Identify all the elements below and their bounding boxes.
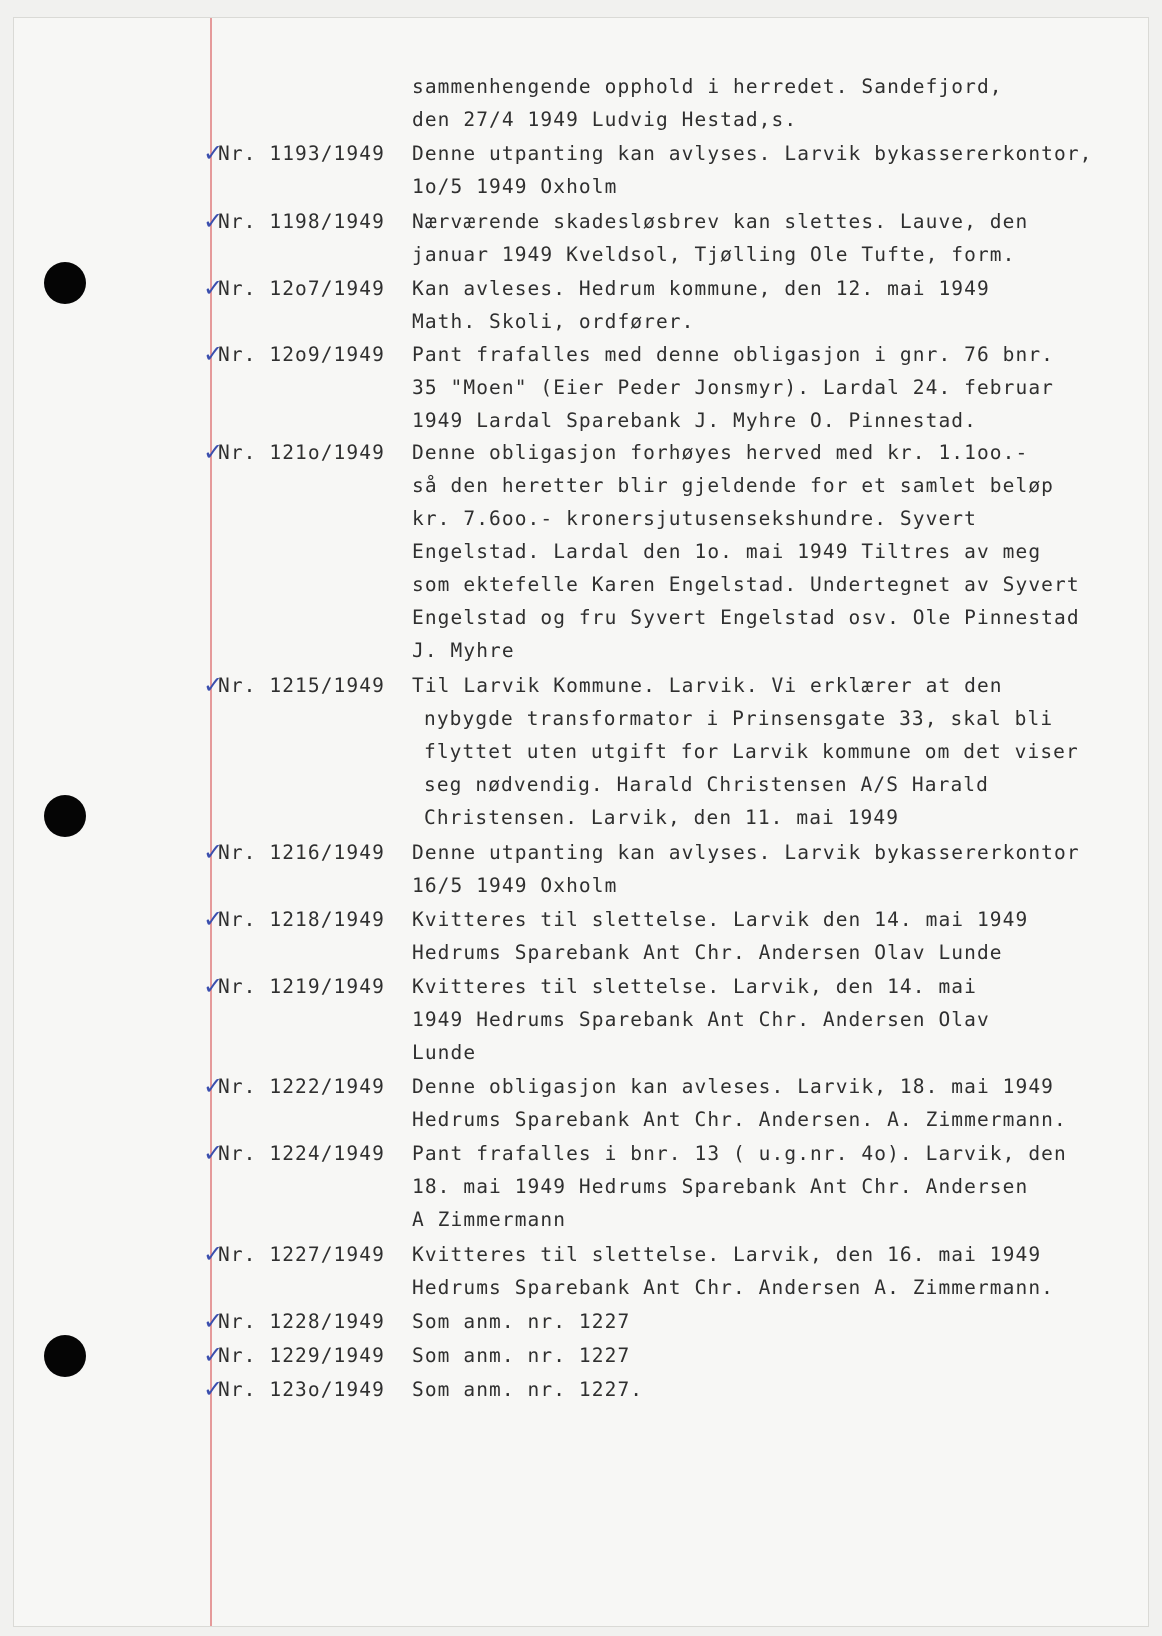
entry-line: som ektefelle Karen Engelstad. Undertegnet av Syvert (412, 573, 1080, 596)
check-mark-icon: ✓ (203, 207, 225, 235)
entry-line: Som anm. nr. 1227 (412, 1310, 631, 1333)
entry-number: Nr. 121o/1949 (218, 441, 385, 464)
entry-line: 18. mai 1949 Hedrums Sparebank Ant Chr. Andersen (412, 1175, 1029, 1198)
entry-line: kr. 7.6oo.- kronersjutusensekshundre. Syvert (412, 507, 977, 530)
entry-line: Hedrums Sparebank Ant Chr. Andersen Olav Lunde (412, 941, 1003, 964)
entry-line: Lunde (412, 1041, 477, 1064)
check-mark-icon: ✓ (203, 1307, 225, 1335)
entry-number: Nr. 1193/1949 (218, 142, 385, 165)
entry-line: Engelstad og fru Syvert Engelstad osv. Ole Pinnestad (412, 606, 1080, 629)
entry-line: 1o/5 1949 Oxholm (412, 175, 618, 198)
entry-line: Kvitteres til slettelse. Larvik, den 16. mai 1949 (412, 1243, 1042, 1266)
entry-number: Nr. 1219/1949 (218, 975, 385, 998)
entry-line: Kvitteres til slettelse. Larvik, den 14. mai (412, 975, 977, 998)
entry-line: Som anm. nr. 1227. (412, 1378, 644, 1401)
check-mark-icon: ✓ (203, 340, 225, 368)
check-mark-icon: ✓ (203, 139, 225, 167)
entry-number: Nr. 1216/1949 (218, 841, 385, 864)
entry-line: 16/5 1949 Oxholm (412, 874, 618, 897)
entry-line: J. Myhre (412, 639, 515, 662)
entry-line: seg nødvendig. Harald Christensen A/S Harald (424, 773, 989, 796)
entry-number: Nr. 1215/1949 (218, 674, 385, 697)
entry-line: Denne obligasjon kan avleses. Larvik, 18. mai 1949 (412, 1075, 1054, 1098)
entry-line: 1949 Hedrums Sparebank Ant Chr. Andersen Olav (412, 1008, 990, 1031)
entry-line: Kvitteres til slettelse. Larvik den 14. mai 1949 (412, 908, 1029, 931)
entry-line: Pant frafalles i bnr. 13 ( u.g.nr. 4o). Larvik, den (412, 1142, 1067, 1165)
entry-number: Nr. 1218/1949 (218, 908, 385, 931)
entry-line: 1949 Lardal Sparebank J. Myhre O. Pinnestad. (412, 409, 977, 432)
entry-line: Denne obligasjon forhøyes herved med kr. 1.1oo.- (412, 441, 1029, 464)
entry-line: Kan avleses. Hedrum kommune, den 12. mai 1949 (412, 277, 990, 300)
entry-line: Hedrums Sparebank Ant Chr. Andersen A. Zimmermann. (412, 1276, 1054, 1299)
intro-line: den 27/4 1949 Ludvig Hestad,s. (412, 108, 798, 131)
entry-number: Nr. 12o9/1949 (218, 343, 385, 366)
entry-line: A Zimmermann (412, 1208, 567, 1231)
entry-line: Pant frafalles med denne obligasjon i gnr. 76 bnr. (412, 343, 1054, 366)
entry-line: nybygde transformator i Prinsensgate 33, skal bli (424, 707, 1054, 730)
entry-line: Hedrums Sparebank Ant Chr. Andersen. A. Zimmermann. (412, 1108, 1067, 1131)
entry-number: Nr. 12o7/1949 (218, 277, 385, 300)
intro-line: sammenhengende opphold i herredet. Sandefjord, (412, 75, 1003, 98)
entry-line: januar 1949 Kveldsol, Tjølling Ole Tufte, form. (412, 243, 1016, 266)
entry-number: Nr. 1228/1949 (218, 1310, 385, 1333)
check-mark-icon: ✓ (203, 905, 225, 933)
check-mark-icon: ✓ (203, 838, 225, 866)
entry-line: Som anm. nr. 1227 (412, 1344, 631, 1367)
entry-line: 35 "Moen" (Eier Peder Jonsmyr). Lardal 24. februar (412, 376, 1054, 399)
entry-line: flyttet uten utgift for Larvik kommune om det viser (424, 740, 1079, 763)
check-mark-icon: ✓ (203, 274, 225, 302)
entry-line: Denne utpanting kan avlyses. Larvik bykassererkontor (412, 841, 1080, 864)
entry-number: Nr. 123o/1949 (218, 1378, 385, 1401)
entry-number: Nr. 1227/1949 (218, 1243, 385, 1266)
check-mark-icon: ✓ (203, 1240, 225, 1268)
entry-line: Engelstad. Lardal den 1o. mai 1949 Tiltres av meg (412, 540, 1042, 563)
entry-line: Nærværende skadesløsbrev kan slettes. Lauve, den (412, 210, 1029, 233)
entry-line: så den heretter blir gjeldende for et samlet beløp (412, 474, 1054, 497)
check-mark-icon: ✓ (203, 671, 225, 699)
entry-line: Denne utpanting kan avlyses. Larvik bykassererkontor, (412, 142, 1093, 165)
entry-number: Nr. 1198/1949 (218, 210, 385, 233)
check-mark-icon: ✓ (203, 1072, 225, 1100)
check-mark-icon: ✓ (203, 1139, 225, 1167)
check-mark-icon: ✓ (203, 1375, 225, 1403)
entry-line: Til Larvik Kommune. Larvik. Vi erklærer at den (412, 674, 1003, 697)
entry-line: Christensen. Larvik, den 11. mai 1949 (424, 806, 900, 829)
entry-number: Nr. 1222/1949 (218, 1075, 385, 1098)
entry-line: Math. Skoli, ordfører. (412, 310, 695, 333)
check-mark-icon: ✓ (203, 1341, 225, 1369)
check-mark-icon: ✓ (203, 438, 225, 466)
entry-number: Nr. 1229/1949 (218, 1344, 385, 1367)
entry-number: Nr. 1224/1949 (218, 1142, 385, 1165)
check-mark-icon: ✓ (203, 972, 225, 1000)
